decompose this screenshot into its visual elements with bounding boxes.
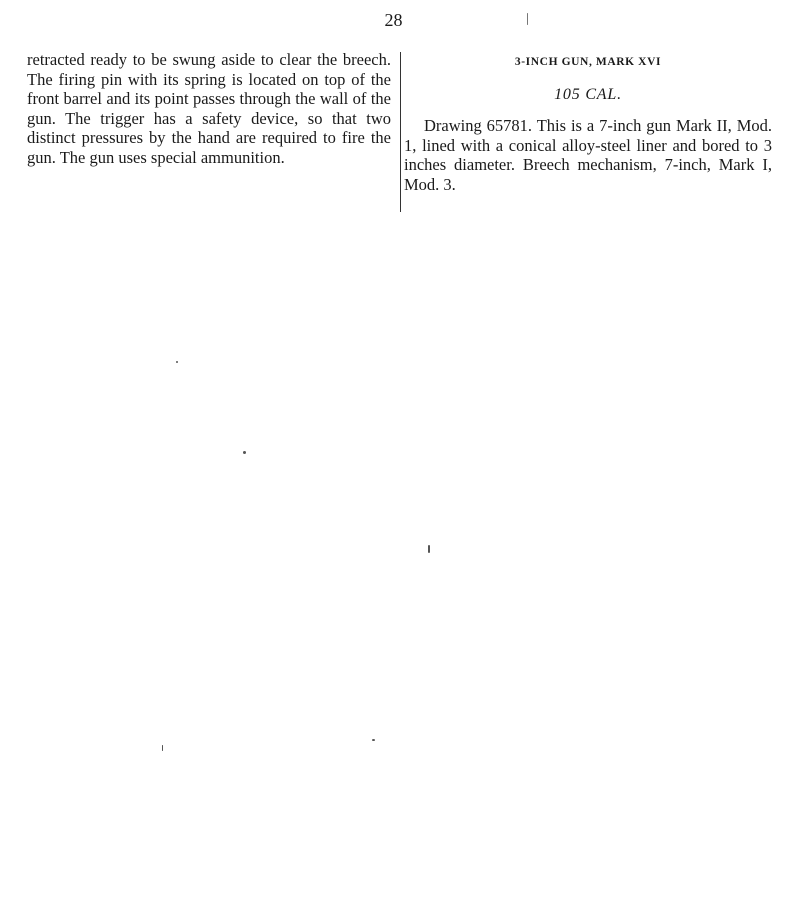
right-column-paragraph: Drawing 65781. This is a 7-inch gun Mark II, Mod. 1, lined with a conical alloy-steel liner and bored to 3 inches diameter. Breech mechanism, 7-inch, Mark I, Mod. 3. <box>404 116 772 194</box>
right-column <box>404 50 772 195</box>
left-column-paragraph: retracted ready to be swung aside to clear the breech. The firing pin with its spring is located on top of the front barrel and its point passes through the wall of the gun. The trigger has a safety device, so that two distinct pressures by the hand are required to fire the gun. The gun uses special ammunition. <box>27 50 391 167</box>
section-subheading: 105 CAL. <box>554 85 622 103</box>
scan-speck <box>243 451 246 454</box>
scan-speck <box>372 739 375 741</box>
page-number: 28 <box>384 10 403 30</box>
scan-speck <box>428 545 430 553</box>
scan-speck <box>176 361 178 363</box>
column-divider <box>400 52 401 212</box>
section-heading: 3-INCH GUN, MARK XVI <box>514 56 662 68</box>
scan-speck <box>162 745 163 751</box>
scan-speck <box>527 13 528 25</box>
